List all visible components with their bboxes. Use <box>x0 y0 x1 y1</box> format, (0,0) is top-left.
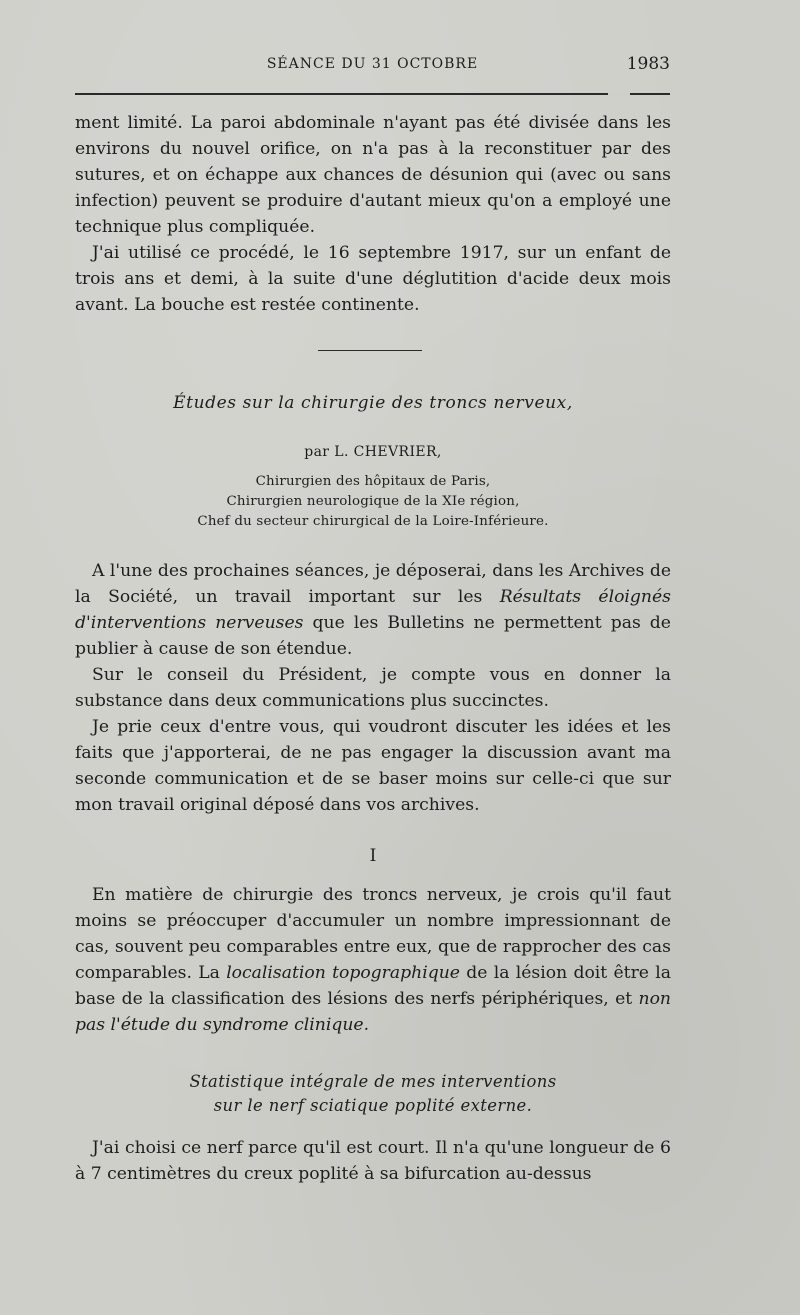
section-number: I <box>369 846 377 866</box>
header-rule <box>75 93 670 95</box>
intro-text <box>75 558 671 818</box>
affiliation-line: Chirurgien neurologique de la XIe région, <box>226 494 520 509</box>
running-header <box>75 56 670 78</box>
emphasis: localisation topographique <box>226 963 460 983</box>
paragraph <box>75 882 671 1038</box>
paragraph <box>75 558 671 662</box>
paragraph: Je prie ceux d'entre vous, qui voudront discuter les idées et les faits que j'apporterai, de ne pas engager la discussion avant ma seconde communication et de se baser moins sur celle-ci que sur mon travail original déposé dans vos archives. <box>75 717 671 815</box>
section-text <box>75 882 671 1038</box>
affiliation-line: Chef du secteur chirurgical de la Loire-Inférieure. <box>197 514 549 529</box>
emphasis: Résultats éloignés d'interventions nerveuses <box>75 587 671 633</box>
continuation-text <box>75 110 671 318</box>
article-author: par L. CHEVRIER, <box>304 444 442 460</box>
paragraph: ment limité. La paroi abdominale n'ayant pas été divisée dans les environs du nouvel orifice, on n'a pas à la reconstituer par des sutures, et on échappe aux chances de désunion qui (avec ou sans infection) peuvent se produire d'autant mieux qu'on a employé une technique plus compliquée. <box>75 113 671 237</box>
text-run: A l'une des prochaines séances, je déposerai, dans les Archives de la Société, un travail important sur les <box>75 561 671 607</box>
running-title: SÉANCE DU 31 OCTOBRE <box>266 56 479 72</box>
section-divider <box>318 350 422 351</box>
subsection-text <box>75 1135 671 1187</box>
article-title: Études sur la chirurgie des troncs nerveux, <box>173 393 573 413</box>
paragraph: J'ai choisi ce nerf parce qu'il est court. Il n'a qu'une longueur de 6 à 7 centimètres du creux poplité à sa bifurcation au-dessus <box>75 1138 671 1184</box>
header-rule-gap <box>608 91 630 96</box>
emphasis: non pas l'étude du syndrome clinique. <box>75 989 671 1035</box>
paragraph: J'ai utilisé ce procédé, le 16 septembre 1917, sur un enfant de trois ans et demi, à la suite d'une déglutition d'acide deux mois avant. La bouche est restée continente. <box>75 243 671 315</box>
subsection-heading <box>75 1070 671 1118</box>
paragraph: Sur le conseil du Président, je compte vous en donner la substance dans deux communications plus succinctes. <box>75 665 671 711</box>
text-run: que les Bulletins ne permettent pas de publier à cause de son étendue. <box>75 613 671 659</box>
text-run: de la lésion doit être la base de la classification des lésions des nerfs périphériques, et <box>75 963 671 1009</box>
subheading-line: Statistique intégrale de mes interventions <box>189 1072 557 1091</box>
subheading-line: sur le nerf sciatique poplité externe. <box>213 1096 533 1115</box>
page-number: 1983 <box>626 54 670 74</box>
affiliation-line: Chirurgien des hôpitaux de Paris, <box>255 474 491 489</box>
author-affiliations <box>75 472 671 532</box>
text-run: En matière de chirurgie des troncs nerveux, je crois qu'il faut moins se préoccuper d'accumuler un nombre impressionnant de cas, souvent peu comparables entre eux, que de rapprocher des cas comparables. La <box>75 885 671 983</box>
